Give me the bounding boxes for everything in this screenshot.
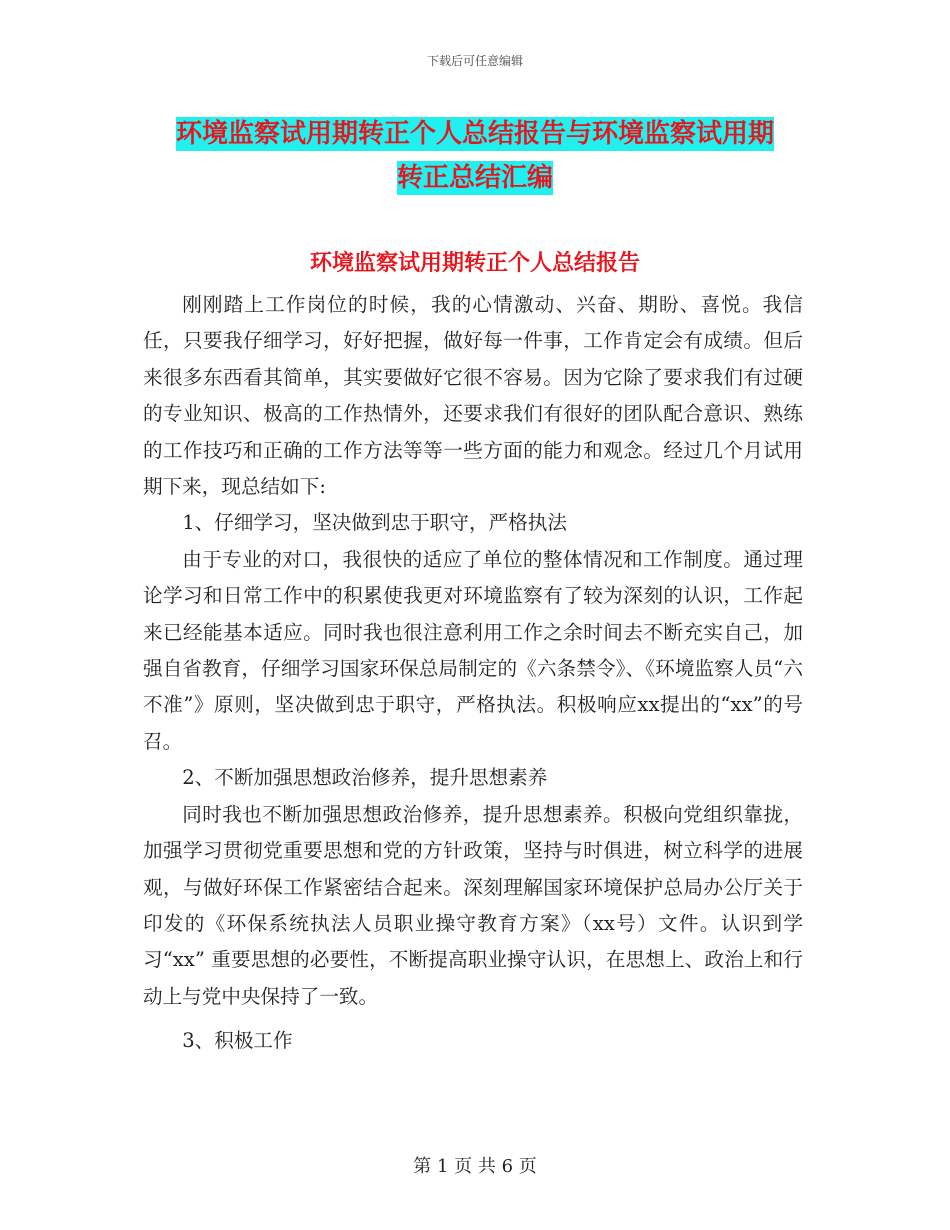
list-heading-1: 1、仔细学习，坚决做到忠于职守，严格执法 xyxy=(182,511,567,535)
document-body xyxy=(143,287,803,1060)
section-title: 环境监察试用期转正个人总结报告 xyxy=(309,250,640,276)
paragraph-2: 同时我也不断加强思想政治修养，提升思想素养。积极向党组织靠拢，加强学习贯彻党重要思想和党的方针政策，坚持与时俱进，树立科学的进展观，与做好环保工作紧密结合起来。深刻理解国家环境保护总局办公厅关于印发的《环保系统执法人员职业操守教育方案》（xx号）文件。认识到学习“xx” 重要思想的必要性，不断提高职业操守认识，在思想上、政治上和行动上与党中央保持了一致。 xyxy=(143,802,803,1008)
document-title-line-1: 环境监察试用期转正个人总结报告与环境监察试用期 xyxy=(175,119,774,149)
document-title xyxy=(0,112,950,200)
page-number-footer: 第 1 页 共 6 页 xyxy=(413,1156,537,1177)
paragraph-intro: 刚刚踏上工作岗位的时候，我的心情激动、兴奋、期盼、喜悦。我信任，只要我仔细学习，好好把握，做好每一件事，工作肯定会有成绩。但后来很多东西看其简单，其实要做好它很不容易。因为它除了要求我们有过硬的专业知识、极高的工作热情外，还要求我们有很好的团队配合意识、熟练的工作技巧和正确的工作方法等等一些方面的能力和观念。经过几个月试用期下来，现总结如下: xyxy=(143,293,803,499)
list-heading-2: 2、不断加强思想政治修养，提升思想素养 xyxy=(182,766,548,790)
document-title-line-2: 转正总结汇编 xyxy=(396,163,553,193)
paragraph-1: 由于专业的对口，我很快的适应了单位的整体情况和工作制度。通过理论学习和日常工作中的积累使我更对环境监察有了较为深刻的认识，工作起来已经能基本适应。同时我也很注意利用工作之余时间去不断充实自己，加强自省教育，仔细学习国家环保总局制定的《六条禁令》、《环境监察人员“六不准”》原则，坚决做到忠于职守，严格执法。积极响应xx提出的“xx”的号召。 xyxy=(143,547,803,753)
list-heading-3: 3、积极工作 xyxy=(182,1029,293,1053)
page-header-note: 下载后可任意编辑 xyxy=(426,54,523,68)
